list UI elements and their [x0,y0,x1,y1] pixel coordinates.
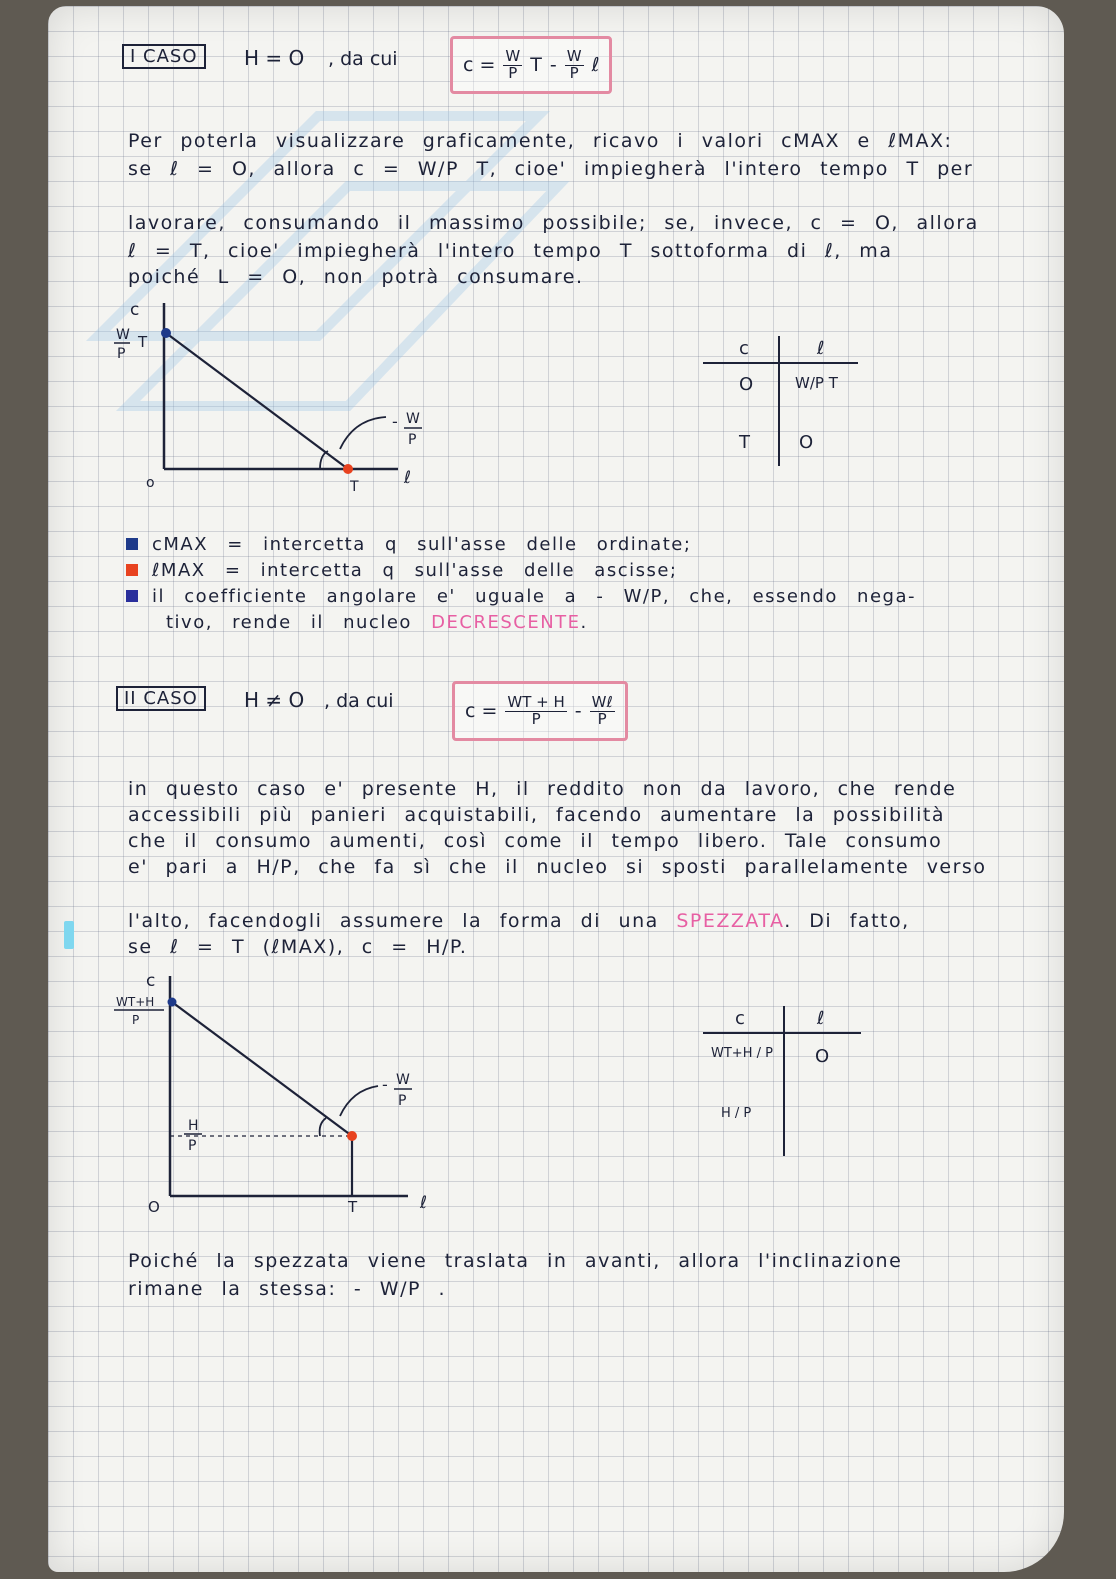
case1-formula [450,36,612,94]
graph2-x-label: ℓ [420,1193,428,1213]
graph1 [108,291,498,501]
graph1-slope-arrow [340,417,386,449]
table1 [703,336,863,476]
table1-cell: O [739,374,754,395]
para1-line: poiché L = O, non potrà consumare. [128,266,584,288]
para2-line: che il consumo aumenti, così come il tempo libero. Tale consumo [128,830,943,852]
graph2-origin: O [148,1198,160,1216]
para4-line: rimane la stessa: - W/P . [128,1278,447,1300]
formula-frac: $\frac{W}{P}$ [505,46,521,82]
graph2-mid-den: P [188,1138,197,1154]
graph1-slope-den: P [408,432,417,448]
para1-line: ℓ = T, cioe' impiegherà l'intero tempo T sottoforma di ℓ, ma [128,240,893,262]
legend-row: tivo, rende il nucleo DECRESCENTE. [166,612,588,633]
graph2-budget-line [172,1002,352,1136]
graph1-origin: o [146,475,155,491]
graph1-slope-num: W [406,411,420,427]
graph2-y-label: c [146,971,156,991]
legend-row: il coefficiente angolare e' uguale a - W/P, che, essendo nega- [126,586,916,607]
notebook-page [48,6,1064,1572]
case2-condition: H ≠ O [244,688,305,712]
para1-line: lavorare, consumando il massimo possibile; se, invece, c = O, allora [128,212,979,234]
formula-frac: $\frac{W}{P}$ [566,46,582,82]
graph2-top-point [168,998,177,1007]
graph2-x-mark: T [348,1198,358,1216]
formula-minus: - [574,700,582,722]
graph2-slope-sign: - [382,1075,388,1094]
legend-swatch-navy [126,590,138,602]
table2-cell: O [815,1046,830,1067]
table1-cell: W/P T [795,374,838,392]
legend-swatch-blue [126,538,138,550]
highlight-spezzata: SPEZZATA [676,910,785,932]
para2-line: accessibili più panieri acquistabili, facendo aumentare la possibilità [128,804,946,826]
formula-frac: $\frac{WT + H}{P}$ [507,692,565,728]
para2-line: in questo caso e' presente H, il reddito non da lavoro, che rende [128,778,957,800]
table2-cell: WT+H / P [711,1046,773,1061]
highlight-decrescente: DECRESCENTE [431,612,581,633]
formula-term: T [530,54,542,76]
graph2-top-den: P [132,1013,140,1027]
table2-cell: H / P [721,1106,752,1121]
table2-header-c: c [735,1008,745,1029]
para3-line: l'alto, facendogli assumere la forma di una SPEZZATA. Di fatto, [128,910,910,932]
graph2-top-num: WT+H [116,995,155,1009]
graph1-budget-line [166,333,348,469]
table1-cell: O [799,432,814,453]
formula-lhs: c = [465,700,498,722]
graph1-intercept-den: P [117,346,126,362]
table2-header-l: ℓ [817,1008,825,1029]
formula-frac: $\frac{\text{Wℓ}}{P}$ [591,692,613,728]
graph2-slope-num: W [396,1072,410,1088]
graph1-slope-sign: - [392,412,398,431]
legend-row: ℓMAX = intercetta q sull'asse delle ascisse; [126,560,677,581]
table1-cell: T [739,432,750,453]
table2 [703,1006,873,1166]
graph1-y-intercept-point [161,328,171,338]
para2-line: e' pari a H/P, che fa sì che il nucleo si sposti parallelamente verso [128,856,987,878]
graph1-intercept-T: T [138,333,148,351]
graph2-mid-num: H [188,1118,199,1134]
graph1-x-label: ℓ [404,468,412,488]
case2-label: II CASO [116,686,206,711]
case1-connector: , da cui [328,48,398,70]
graph1-x-intercept-point [343,464,353,474]
graph1-x-intercept-label: T [350,479,359,495]
graph2-slope-arrow [340,1086,378,1116]
case2-connector: , da cui [324,690,394,712]
table1-header-c: c [739,338,749,359]
legend-swatch-red [126,564,138,576]
graph1-intercept-num: W [116,327,130,343]
formula-minus: - [549,54,557,76]
para1-line: Per poterla visualizzare graficamente, ricavo i valori cMAX e ℓMAX: [128,130,953,152]
para1-line: se ℓ = O, allora c = W/P T, cioe' impiegherà l'intero tempo T per [128,158,974,180]
case1-condition: H = O [244,46,305,70]
margin-tab-marker [64,921,74,949]
graph2-slope-den: P [398,1093,407,1109]
graph2-angle-arc [320,1118,326,1136]
case1-label: I CASO [122,44,206,69]
table1-header-l: ℓ [817,338,825,359]
formula-lhs: c = [463,54,496,76]
case2-formula [452,681,628,741]
para3-line: se ℓ = T (ℓMAX), c = H/P. [128,936,468,958]
para4-line: Poiché la spezzata viene traslata in avanti, allora l'inclinazione [128,1250,903,1272]
graph2-kink-point [347,1131,357,1141]
formula-term: ℓ [591,54,600,76]
graph1-y-label: c [130,300,140,320]
legend-row: cMAX = intercetta q sull'asse delle ordinate; [126,534,691,555]
graph2 [108,964,508,1224]
